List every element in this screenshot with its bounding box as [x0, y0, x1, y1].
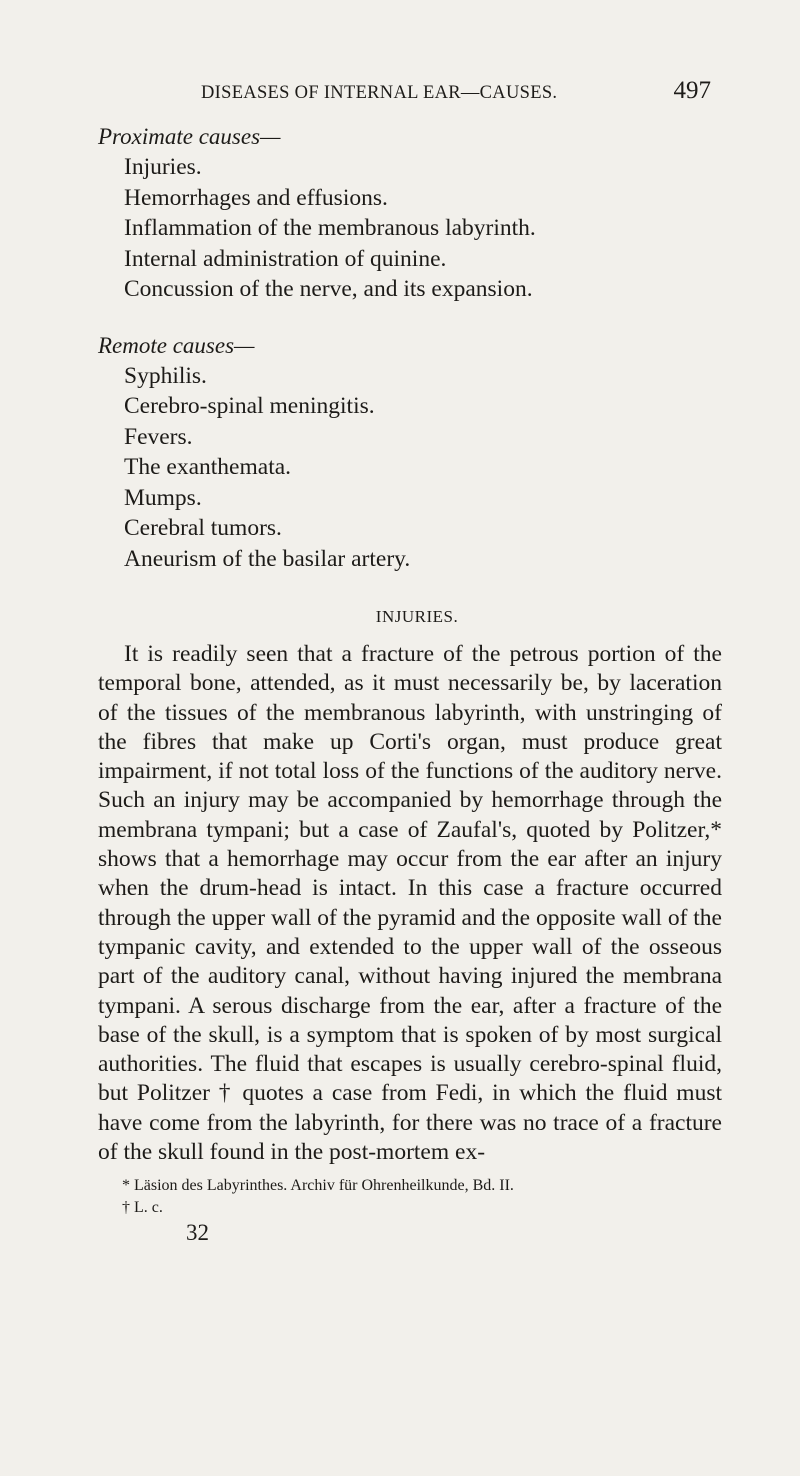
list-item: The exanthemata.	[124, 454, 292, 480]
footnote: * Läsion des Labyrinthes. Archiv für Ohrenheilkunde, Bd. II.	[122, 1177, 514, 1195]
remote-causes-heading: Remote causes—	[98, 332, 255, 358]
list-item: Inflammation of the membranous labyrinth.	[124, 215, 536, 241]
list-item: Internal administration of quinine.	[124, 245, 447, 272]
page-content	[98, 122, 722, 1247]
footnote: † L. c.	[122, 1199, 163, 1217]
list-item: Cerebral tumors.	[124, 515, 282, 541]
list-item: Fevers.	[124, 423, 193, 450]
list-item: Cerebro-spinal meningitis.	[124, 393, 375, 419]
proximate-causes-heading: Proximate causes—	[98, 124, 281, 149]
signature-mark: 32	[186, 1220, 209, 1246]
section-title: INJURIES.	[375, 607, 459, 626]
spacer	[98, 305, 722, 331]
page-number: 497	[673, 77, 711, 104]
running-head	[201, 77, 721, 107]
body-paragraph: It is readily seen that a fracture of the petrous portion of the temporal bone, attended, as it must necessarily be, by laceration of the tissues of the membranous labyrinth, with unstringing of the fibres that make up Corti's organ, must produce great impairment, if not total loss of the functions of the auditory nerve. Such an injury may be accompanied by hemorrhage through the membrana tympani; but a case of Zaufal's, quoted by Politzer,* shows that a hemorrhage may occur from the ear after an injury when the drum-head is intact. In this case a fracture occurred through the upper wall of the pyramid and the opposite wall of the tympanic cavity, and extended to the upper wall of the osseous part of the auditory canal, without having injured the membrana tympani. A serous discharge from the ear, after a fracture of the base of the skull, is a symptom that is spoken of by most surgical authorities. The fluid that escapes is usually cerebro-spinal fluid, but Politzer † quotes a case from Fedi, in which the fluid must have come from the labyrinth, for there was no trace of a fracture of the skull found in the post-mortem ex-	[98, 641, 722, 1166]
list-item: Hemorrhages and effusions.	[124, 184, 388, 211]
footnotes	[98, 1175, 722, 1219]
list-item: Injuries.	[124, 154, 202, 180]
list-item: Syphilis.	[124, 362, 207, 389]
list-item: Aneurism of the basilar artery.	[124, 545, 411, 572]
list-item: Concussion of the nerve, and its expansion.	[124, 276, 533, 302]
spacer	[98, 574, 722, 602]
list-item: Mumps.	[124, 484, 202, 511]
proximate-causes-list	[98, 152, 722, 305]
remote-causes-list	[98, 361, 722, 575]
running-head-title: DISEASES OF INTERNAL EAR—CAUSES.	[201, 83, 558, 103]
